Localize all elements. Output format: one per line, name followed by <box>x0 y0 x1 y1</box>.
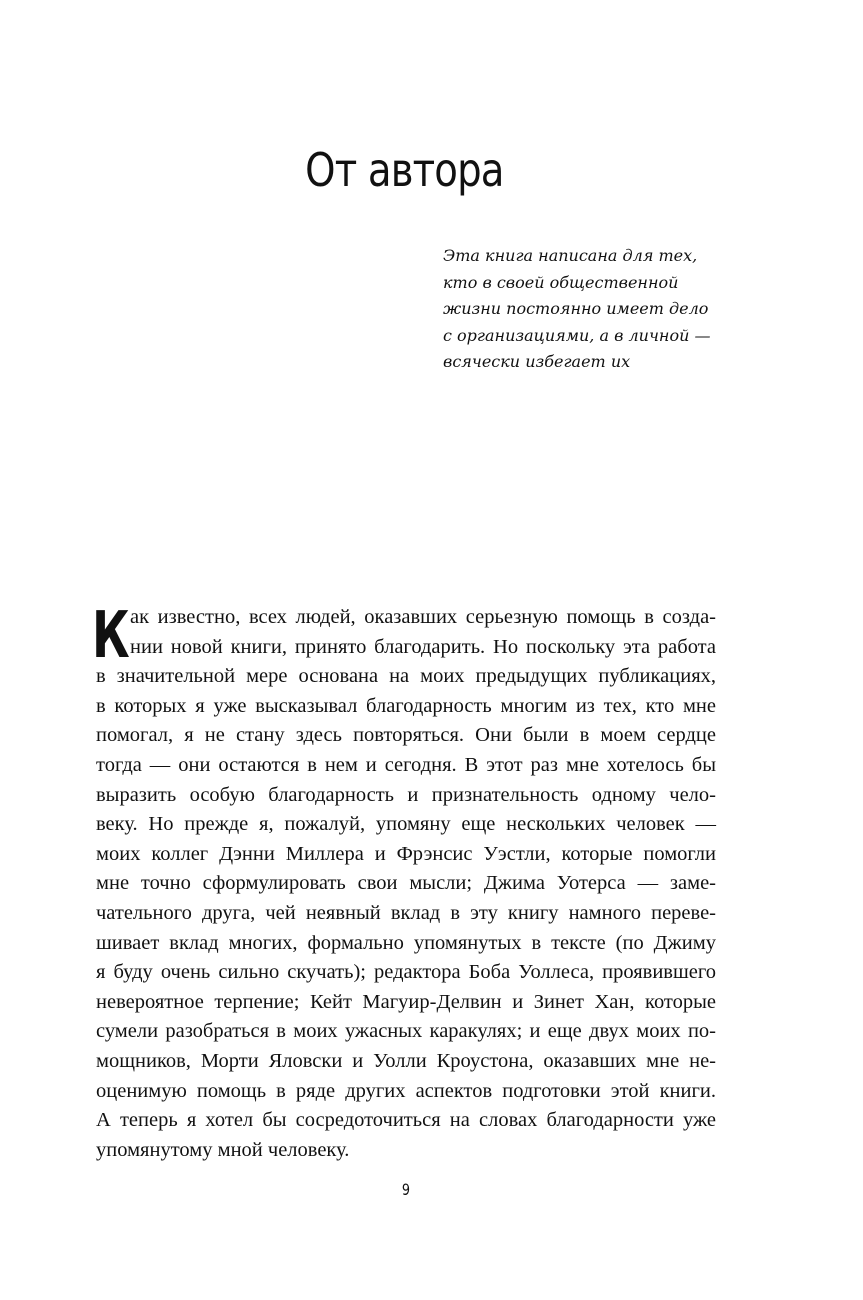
body-line: шивает вклад многих, формально упомянутых в тексте (по Джиму <box>96 931 716 954</box>
body-line: ак известно, всех людей, оказавших серьезную помощь в созда- <box>130 606 716 628</box>
body-line: сумели разобраться в моих ужасных каракулях; и еще двух моих по- <box>96 1020 716 1043</box>
body-line: выразить особую благодарность и признательность одному чело- <box>96 783 716 806</box>
epigraph-line: всячески избегает их <box>443 352 631 371</box>
epigraph-line: Эта книга написана для тех, <box>443 246 698 265</box>
body-paragraph <box>96 603 716 1165</box>
body-line: невероятное терпение; Кейт Магуир-Делвин и Зинет Хан, которые <box>96 990 716 1013</box>
body-line: помогал, я не стану здесь повторяться. Они были в моем сердце <box>96 724 716 747</box>
epigraph-line: с организациями, а в личной — <box>443 325 711 345</box>
epigraph-line: кто в своей общественной <box>443 272 679 292</box>
body-line: мощников, Морти Яловски и Уолли Кроустона, оказавших мне не- <box>96 1049 716 1072</box>
body-line: в которых я уже высказывал благодарность многим из тех, кто мне <box>96 694 716 717</box>
body-line: А теперь я хотел бы сосредоточиться на словах благодарности уже <box>96 1109 716 1132</box>
body-line: упомянутому мной человеку. <box>96 1138 350 1161</box>
body-line: в значительной мере основана на моих предыдущих публикациях, <box>96 665 716 688</box>
body-line: тогда — они остаются в нем и сегодня. В этот раз мне хотелось бы <box>96 753 716 776</box>
body-line: мне точно сформулировать свои мысли; Джима Уотерса — заме- <box>96 872 716 895</box>
drop-cap: К <box>92 599 130 673</box>
body-line: чательного друга, чей неявный вклад в эту книгу намного переве- <box>96 901 716 924</box>
chapter-title: От автора <box>305 143 504 197</box>
body-line: веку. Но прежде я, пожалуй, упомяну еще нескольких человек — <box>96 813 716 836</box>
epigraph <box>443 243 723 376</box>
body-line: моих коллег Дэнни Миллера и Фрэнсис Уэстли, которые помогли <box>96 842 716 865</box>
body-line: нии новой книги, принято благодарить. Но поскольку эта работа <box>130 635 716 658</box>
page-number: 9 <box>401 1180 411 1199</box>
epigraph-line: жизни постоянно имеет дело <box>443 299 709 318</box>
body-line: я буду очень сильно скучать); редактора Боба Уоллеса, проявившего <box>96 961 716 984</box>
body-line: оценимую помощь в ряде других аспектов подготовки этой книги. <box>96 1079 716 1102</box>
